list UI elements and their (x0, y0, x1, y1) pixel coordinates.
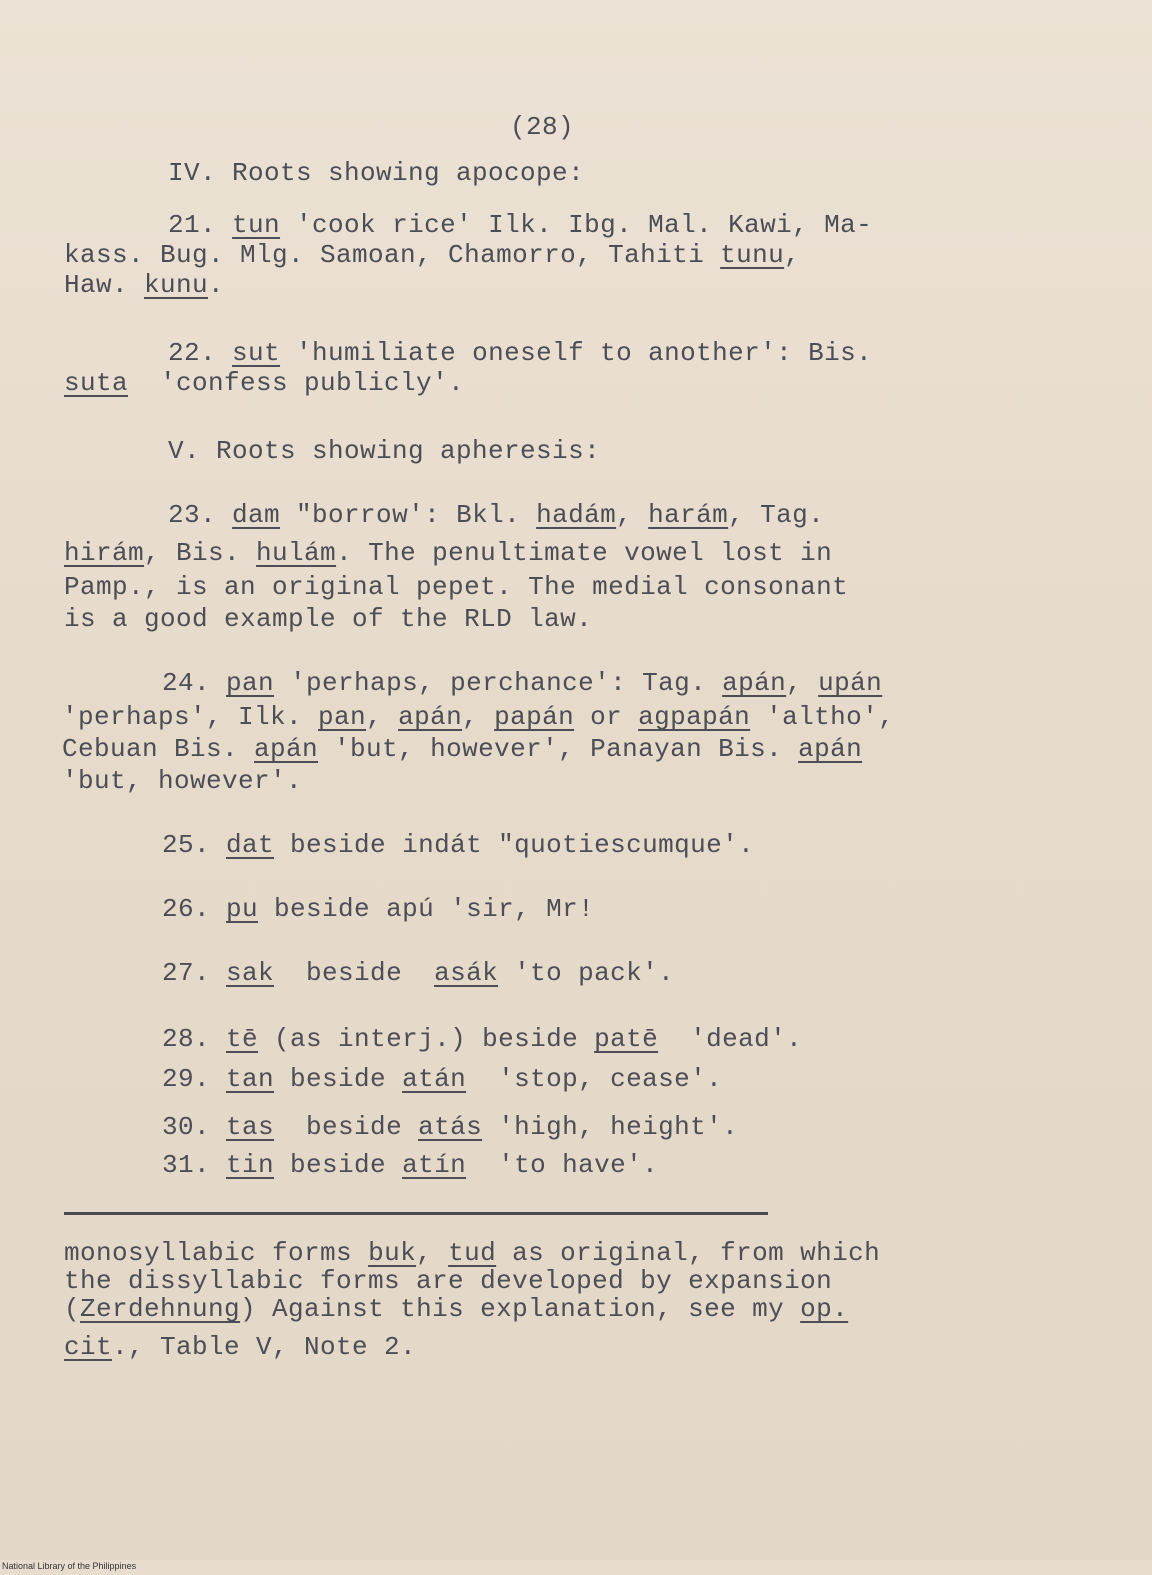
root-word: sut (232, 338, 281, 368)
root-word: pu (226, 894, 259, 924)
entry-25: 25. dat beside indát "quotiescumque'. (162, 830, 755, 860)
entry-30: 30. tas beside atás 'high, height'. (162, 1112, 739, 1142)
root-word: tē (226, 1024, 259, 1054)
entry-24-line-4: 'but, however'. (62, 766, 303, 796)
entry-29: 29. tan beside atán 'stop, cease'. (162, 1064, 723, 1094)
footnote-line-4: cit., Table V, Note 2. (64, 1332, 417, 1362)
entry-23-line-1: 23. dam "borrow': Bkl. hadám, harám, Tag. (168, 500, 825, 530)
entry-21-line-1: 21. tun 'cook rice' Ilk. Ibg. Mal. Kawi, Ma- (168, 210, 873, 240)
root-word: dat (226, 830, 275, 860)
page-number: (28) (510, 112, 575, 142)
entry-23-line-4: is a good example of the RLD law. (64, 604, 593, 634)
footnote-line-2: the dissyllabic forms are developed by expansion (64, 1266, 833, 1296)
entry-24-line-2: 'perhaps', Ilk. pan, apán, papán or agpapán 'altho', (62, 702, 895, 732)
footnote-rule (64, 1212, 768, 1215)
footnote-line-3: (Zerdehnung) Against this explanation, see my op. (64, 1294, 849, 1324)
entry-23-line-3: Pamp., is an original pepet. The medial consonant (64, 572, 849, 602)
footnote-line-1: monosyllabic forms buk, tud as original, from which (64, 1238, 881, 1268)
root-word: pan (226, 668, 275, 698)
entry-31: 31. tin beside atín 'to have'. (162, 1150, 659, 1180)
root-word: sak (226, 958, 275, 988)
entry-24-line-3: Cebuan Bis. apán 'but, however', Panayan Bis. apán (62, 734, 863, 764)
entry-28: 28. tē (as interj.) beside patē 'dead'. (162, 1024, 803, 1054)
entry-23-line-2: hirám, Bis. hulám. The penultimate vowel lost in (64, 538, 833, 568)
entry-22-line-1: 22. sut 'humiliate oneself to another': Bis. (168, 338, 873, 368)
entry-26: 26. pu beside apú 'sir, Mr! (162, 894, 595, 924)
section-heading-apocope: IV. Roots showing apocope: (168, 158, 585, 188)
root-word: dam (232, 500, 281, 530)
entry-21-line-3: Haw. kunu. (64, 270, 225, 300)
root-word: tin (226, 1150, 275, 1180)
root-word: tas (226, 1112, 275, 1142)
library-credit: National Library of the Philippines (2, 1561, 137, 1571)
entry-22-line-2: suta 'confess publicly'. (64, 368, 465, 398)
entry-27: 27. sak beside asák 'to pack'. (162, 958, 675, 988)
root-word: tan (226, 1064, 275, 1094)
root-word: tun (232, 210, 281, 240)
entry-24-line-1: 24. pan 'perhaps, perchance': Tag. apán, upán (162, 668, 883, 698)
entry-21-line-2: kass. Bug. Mlg. Samoan, Chamorro, Tahiti tunu, (64, 240, 801, 270)
section-heading-apheresis: V. Roots showing apheresis: (168, 436, 601, 466)
